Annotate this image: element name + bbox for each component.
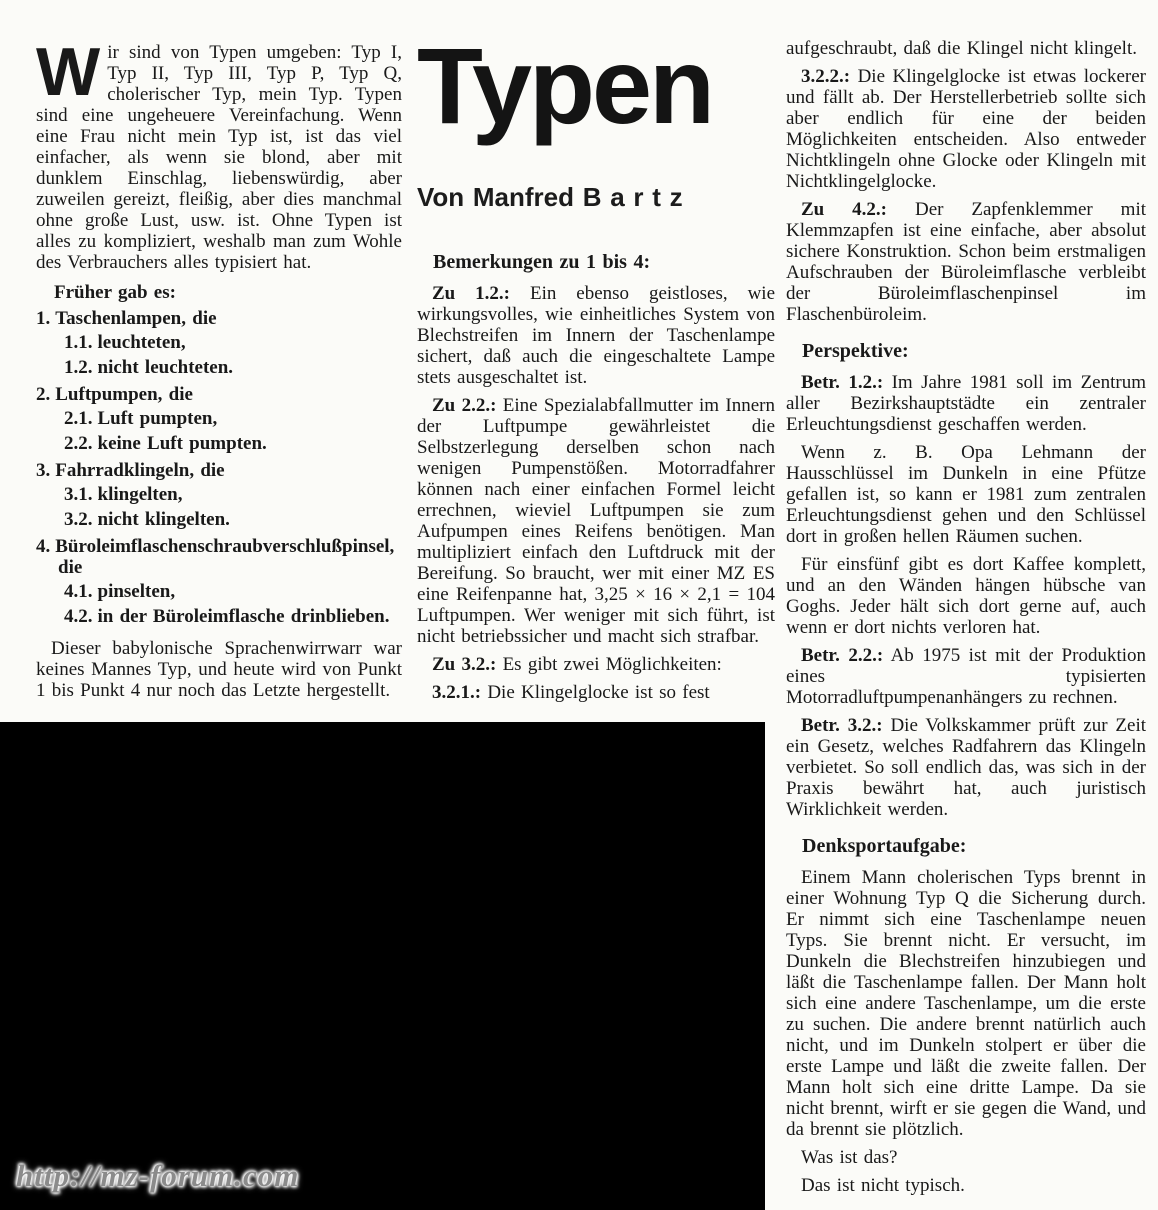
list-number: 1. [36, 308, 51, 329]
list-item-2: 2. Luftpumpen, die 2.1. Luft pumpten, 2.2. keine Luft pumpten. [36, 384, 402, 454]
para-zu-1-2: Zu 1.2.: Ein ebenso geistloses, wie wirkungsvolles, wie einheitliches System von Blechstreifen im Innern der Taschenlampe sichert, daß auch die eingeschaltete Lampe stets ausgeschaltet ist. [417, 283, 776, 388]
list-subitem-2-2: 2.2. keine Luft pumpten. [64, 433, 267, 454]
para-3-2-2: 3.2.2.: Die Klingelglocke ist etwas lockerer und fällt ab. Der Herstellerbetrieb sollte sich aber endlich für eine der beiden Möglichkeiten entscheiden. Also entweder Nichtklingeln ohne Glocke oder Klingeln mit Nichtklingelglocke. [786, 66, 1147, 192]
para-zu-3-2: Zu 3.2.: Es gibt zwei Möglichkeiten: [432, 654, 722, 675]
watermark-url: http://mz-forum.com [16, 1158, 300, 1193]
outro-paragraph: Dieser babylonische Sprachenwirrwarr war keines Mannes Typ, und heute wird von Punkt 1 bis Punkt 4 nur noch das Letzte hergestellt. [36, 638, 402, 701]
intro-text: ir sind von Typen umgeben: Typ I, Typ II, Typ III, Typ P, Typ Q, cholerischer Typ, mein Typ. Typen sind eine ungeheuere Vereinfachung. Wenn eine Frau nicht mein Typ ist, ist das viel einfacher, als wenn sie blond, aber mit dunklem Einschlag, liebenswürdig, aber zuweilen gereizt, fleißig, aber dies manchmal ohne große Lust, usw. ist. Ohne Typen ist alles zu kompliziert, weshalb man zum Wohle des Verbrauchers alles typisiert hat. [36, 42, 402, 273]
para-kaffee: Für einsfünf gibt es dort Kaffee komplett, und an den Wänden hängen hübsche van Goghs. Jeder hält sich dort gerne auf, auch wenn er dort nichts verloren hat. [786, 554, 1146, 638]
list-subitem-1-1: 1.1. leuchteten, [64, 332, 186, 353]
intro-paragraph [36, 34, 402, 273]
para-betr-2-2: Betr. 2.2.: Ab 1975 ist mit der Produktion eines typisierten Motorradluftpumpenanhängers zu rechnen. [786, 645, 1147, 708]
para-continuation: aufgeschraubt, daß die Klingel nicht klingelt. [786, 38, 1137, 59]
list-item-3: 3. Fahrradklingeln, die 3.1. klingelten, 3.2. nicht klingelten. [36, 460, 402, 530]
list-subitem-3-2: 3.2. nicht klingelten. [64, 509, 230, 530]
para-denksportaufgabe: Einem Mann cholerischen Typs brennt in einer Wohnung Typ Q die Sicherung durch. Er nimmt sich eine Taschenlampe neuen Typs. Sie brennt nicht. Er versucht, im Dunkeln die Blechstreifen hinzubiegen und läßt die Taschenlampe fallen. Der Mann holt sich eine andere Taschenlampe, um die erste zu suchen. Die andere brennt natürlich auch nicht, und im Dunkeln stolpert er über die erste Lampe und läßt die zweite fallen. Der Mann holt sich eine dritte Lampe. Da sie nicht brennt, wirft er sie gegen die Wand, und da brennt sie plötzlich. [786, 867, 1146, 1140]
para-opa-lehmann: Wenn z. B. Opa Lehmann der Hausschlüssel im Dunkeln in eine Pfütze gefallen ist, so kann er 1981 zum zentralen Erleuchtungsdienst gehen und den Schlüssel dort in großen hellen Räumen suchen. [786, 442, 1146, 547]
redacted-image-block [0, 722, 765, 1210]
article-byline: Von Manfred B a r t z [417, 182, 683, 212]
para-betr-1-2: Betr. 1.2.: Im Jahre 1981 soll im Zentrum aller Bezirkshauptstädte ein zentraler Erleuchtungsdienst geschaffen werden. [786, 372, 1146, 435]
list-subitem-3-1: 3.1. klingelten, [64, 484, 183, 505]
para-betr-3-2: Betr. 3.2.: Die Volkskammer prüft zur Zeit ein Gesetz, welches Radfahrern das Klingeln verbietet. So soll endlich das, was sich in der Praxis bewährt hat, auch juristisch Wirklichkeit werden. [786, 715, 1147, 820]
para-was-ist-das: Was ist das? [801, 1147, 898, 1168]
para-zu-4-2: Zu 4.2.: Der Zapfenklemmer mit Klemmzapfen ist eine einfache, aber absolut sichere Konstruktion. Schon beim erstmaligen Aufschrauben der Büroleimflasche verbleibt der Büroleimflaschenpinsel im Flaschenbüroleim. [786, 199, 1146, 325]
column-left [36, 34, 402, 708]
list-heading: Früher gab es: [54, 282, 176, 303]
list-subitem-2-1: 2.1. Luft pumpten, [64, 408, 218, 429]
list-item-1: 1. Taschenlampen, die 1.1. leuchteten, 1.2. nicht leuchteten. [36, 308, 402, 378]
section-heading-perspektive: Perspektive: [802, 340, 909, 362]
section-heading-denksportaufgabe: Denksportaufgabe: [802, 835, 967, 857]
list-item-4: 4. Büroleimflaschenschraubverschlußpinsel, die 4.1. pinselten, 4.2. in der Büroleimflasche drinblieben. [36, 536, 402, 627]
dropcap-w: W [36, 34, 98, 110]
column-right [786, 38, 1146, 1203]
para-zu-2-2: Zu 2.2.: Eine Spezialabfallmutter im Innern der Luftpumpe gewährleistet die Selbstzerlegung derselben schon nach wenigen Pumpenstößen. Motorradfahrer können nach einer einfachen Formel leicht errechnen, wieviel Luftpumpen sie zum Aufpumpen eines Reifens benötigen. Man multipliziert einfach den Luftdruck mit der Bereifung. So braucht, wer mit einer MZ ES eine Reifenpanne hat, 3,25 × 16 × 2,1 = 104 Luftpumpen. Wer weniger mit sich führt, ist nicht betriebssicher und macht sich strafbar. [417, 395, 775, 647]
para-das-ist-nicht-typisch: Das ist nicht typisch. [801, 1175, 965, 1196]
list-subitem-4-2: 4.2. in der Büroleimflasche drinblieben. [64, 606, 390, 627]
section-heading-bemerkungen: Bemerkungen zu 1 bis 4: [433, 251, 651, 273]
para-3-2-1: 3.2.1.: Die Klingelglocke ist so fest [432, 682, 710, 703]
list-subitem-4-1: 4.1. pinselten, [64, 581, 176, 602]
list-subitem-1-2: 1.2. nicht leuchteten. [64, 357, 234, 378]
column-middle [417, 25, 776, 710]
article-title: Typen [417, 25, 713, 146]
